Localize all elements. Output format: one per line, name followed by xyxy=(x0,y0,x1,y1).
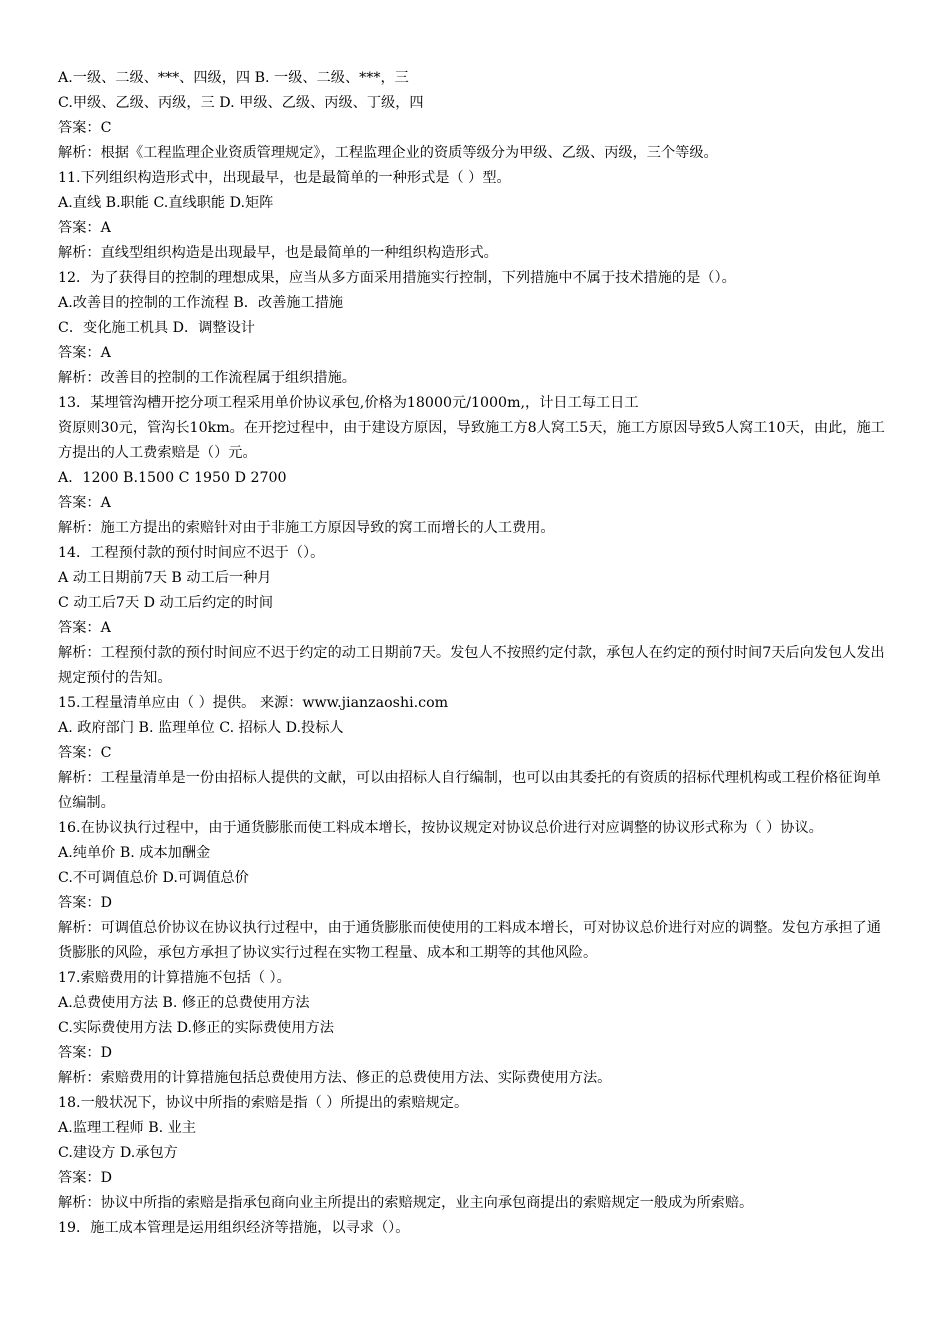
text-line: 答案：A xyxy=(58,220,111,236)
text-line: 答案：A xyxy=(58,495,111,511)
text-line: A.一级、二级、***、四级，四 B. 一级、二级、***，三 xyxy=(58,70,409,86)
text-line: C.实际费使用方法 D.修正的实际费使用方法 xyxy=(58,1020,334,1036)
text-line: 11.下列组织构造形式中，出现最早，也是最简单的一种形式是（ ）型。 xyxy=(58,170,511,186)
text-line: 13．某埋管沟槽开挖分项工程采用单价协议承包,价格为18000元/1000m,，计日工每工日工 xyxy=(58,395,639,411)
text-line: A.直线 B.职能 C.直线职能 D.矩阵 xyxy=(58,195,274,211)
text-line: 答案：A xyxy=(58,620,111,636)
text-line: A.监理工程师 B. 业主 xyxy=(58,1120,197,1136)
text-line: A.总费使用方法 B. 修正的总费使用方法 xyxy=(58,995,310,1011)
text-line: A.纯单价 B. 成本加酬金 xyxy=(58,845,211,861)
text-line: 解析：施工方提出的索赔针对由于非施工方原因导致的窝工而增长的人工费用。 xyxy=(58,520,555,536)
text-line: 答案：A xyxy=(58,345,111,361)
text-line: 15.工程量清单应由（ ）提供。 来源：www.jianzaoshi.com xyxy=(58,695,449,711)
text-line: A.改善目的控制的工作流程 B．改善施工措施 xyxy=(58,295,344,311)
text-line: C.建设方 D.承包方 xyxy=(58,1145,178,1161)
text-line: 答案：C xyxy=(58,745,112,761)
text-line: 答案：C xyxy=(58,120,112,136)
text-line: 19．施工成本管理是运用组织经济等措施，以寻求（）。 xyxy=(58,1220,410,1236)
text-line: 14．工程预付款的预付时间应不迟于（）。 xyxy=(58,545,325,561)
text-line: 16.在协议执行过程中，由于通货膨胀而使工料成本增长，按协议规定对协议总价进行对应调整的协议形式称为（ ）协议。 xyxy=(58,820,823,836)
text-line: A. 政府部门 B. 监理单位 C. 招标人 D.投标人 xyxy=(58,720,344,736)
text-line: 17.索赔费用的计算措施不包括（ ）。 xyxy=(58,970,291,986)
text-line: C.不可调值总价 D.可调值总价 xyxy=(58,870,249,886)
text-line: 解析：索赔费用的计算措施包括总费使用方法、修正的总费使用方法、实际费使用方法。 xyxy=(58,1070,612,1086)
text-line: 解析：根据《工程监理企业资质管理规定》，工程监理企业的资质等级分为甲级、乙级、丙级，三个等级。 xyxy=(58,145,718,161)
text-line: 解析：改善目的控制的工作流程属于组织措施。 xyxy=(58,370,356,386)
text-line: 解析：可调值总价协议在协议执行过程中，由于通货膨胀而使使用的工料成本增长，可对协议总价进行对应的调整。发包方承担了通货膨胀的风险，承包方承担了协议实行过程在实物工程量、成本和工期等的其他风险。 xyxy=(58,920,881,961)
text-line: 答案：D xyxy=(58,895,112,911)
text-line: 18.一般状况下，协议中所指的索赔是指（ ）所提出的索赔规定。 xyxy=(58,1095,469,1111)
text-line: 答案：D xyxy=(58,1170,112,1186)
text-line: 解析：协议中所指的索赔是指承包商向业主所提出的索赔规定，业主向承包商提出的索赔规定一般成为所索赔。 xyxy=(58,1195,754,1211)
text-line: C.甲级、乙级、丙级，三 D. 甲级、乙级、丙级、丁级，四 xyxy=(58,95,424,111)
text-line: 答案：D xyxy=(58,1045,112,1061)
text-line: A 动工日期前7天 B 动工后一种月 xyxy=(58,570,272,586)
document-page xyxy=(58,66,894,1241)
text-line: 解析：直线型组织构造是出现最早，也是最简单的一种组织构造形式。 xyxy=(58,245,498,261)
text-line: 解析：工程预付款的预付时间应不迟于约定的动工日期前7天。发包人不按照约定付款，承包人在约定的预付时间7天后向发包人发出规定预付的告知。 xyxy=(58,645,885,686)
text-line: A．1200 B.1500 C 1950 D 2700 xyxy=(58,470,287,486)
text-line: 12．为了获得目的控制的理想成果，应当从多方面采用措施实行控制，下列措施中不属于技术措施的是（）。 xyxy=(58,270,736,286)
text-line: C．变化施工机具 D．调整设计 xyxy=(58,320,255,336)
text-line: 资原则30元，管沟长10km。在开挖过程中，由于建设方原因，导致施工方8人窝工5天，施工方原因导致5人窝工10天，由此，施工方提出的人工费索赔是（）元。 xyxy=(58,420,885,461)
text-line: 解析：工程量清单是一份由招标人提供的文献，可以由招标人自行编制，也可以由其委托的有资质的招标代理机构或工程价格征询单位编制。 xyxy=(58,770,881,811)
text-line: C 动工后7天 D 动工后约定的时间 xyxy=(58,595,274,611)
